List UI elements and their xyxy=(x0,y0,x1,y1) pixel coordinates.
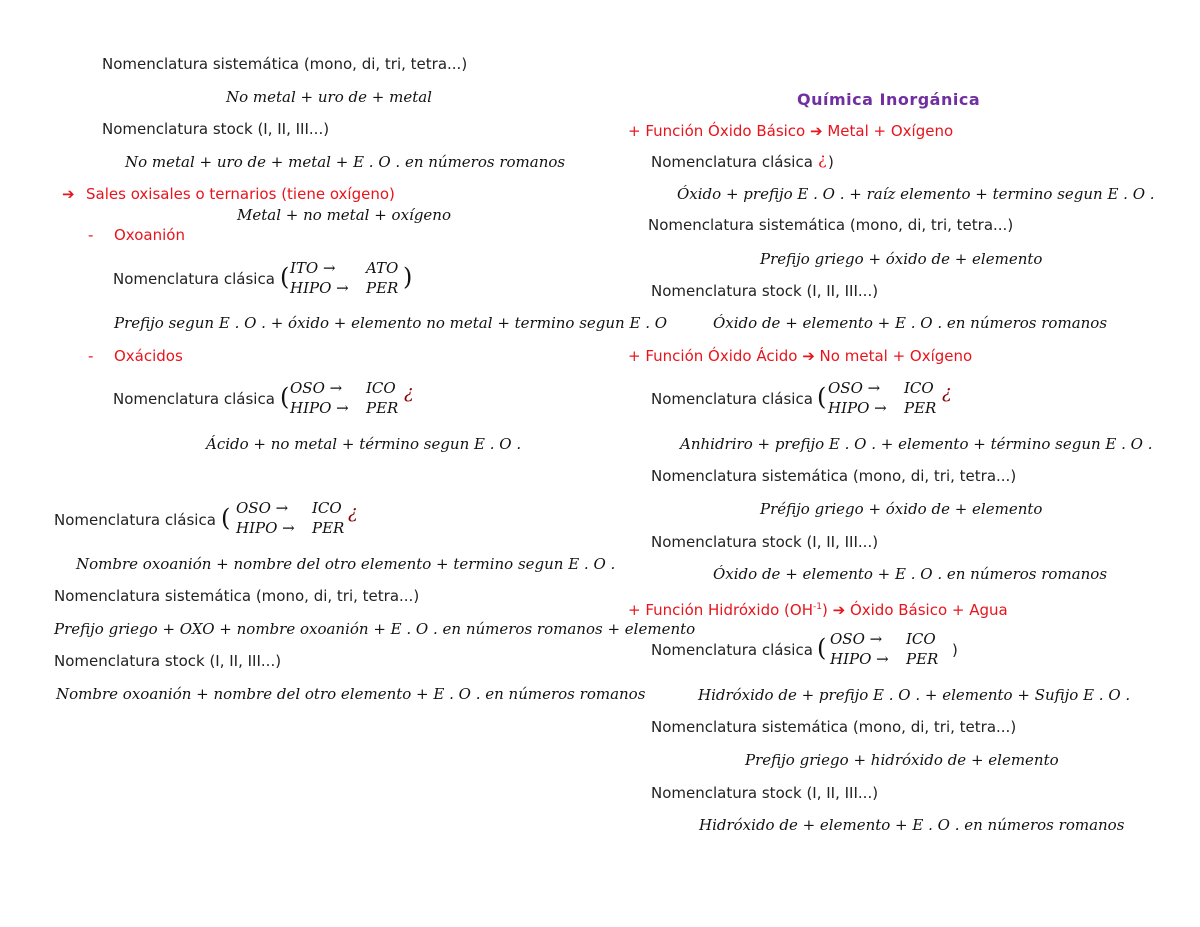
suffix-matrix xyxy=(828,378,936,418)
suffix-oso: OSO → xyxy=(236,499,289,517)
suffix-ico: ICO xyxy=(312,499,342,517)
prefix-hipo: HIPO → xyxy=(236,519,295,537)
inverted-question-mark: ¿ xyxy=(348,502,358,523)
close-paren: ) xyxy=(828,153,834,171)
suffix-ito: ITO → xyxy=(290,259,336,277)
formula-sal-clasica: Nombre oxoanión + nombre del otro elemento + termino segun E . O . xyxy=(76,555,616,573)
prefix-hipo: HIPO → xyxy=(290,399,349,417)
nomenclatura-clasica-label: Nomenclatura clásica xyxy=(54,511,216,529)
nomenclatura-clasica-label: Nomenclatura clásica xyxy=(113,270,275,288)
nomenclatura-stock-label: Nomenclatura stock (I, II, III...) xyxy=(102,120,330,138)
suffix-matrix xyxy=(236,498,344,538)
suffix-ico: ICO xyxy=(904,379,934,397)
suffix-oso: OSO → xyxy=(830,630,883,648)
open-paren: ( xyxy=(817,383,827,411)
prefix-per: PER xyxy=(904,399,937,417)
suffix-matrix xyxy=(290,378,398,418)
inverted-question-mark: ¿ xyxy=(818,149,827,168)
funcion-oxido-acido-heading: + Función Óxido Ácido ➔ No metal + Oxígeno xyxy=(628,347,973,365)
inverted-question-mark: ¿ xyxy=(404,382,414,403)
open-paren: ( xyxy=(280,383,290,411)
nomenclatura-sistematica-label: Nomenclatura sistemática (mono, di, tri, tetra...) xyxy=(651,467,1017,485)
hidroxido-title-b: ) ➔ Óxido Básico + Agua xyxy=(821,601,1008,619)
hidroxido-title-a: + Función Hidróxido (OH xyxy=(628,601,813,619)
suffix-oso: OSO → xyxy=(828,379,881,397)
formula-basico-sistematica: Prefijo griego + óxido de + elemento xyxy=(760,250,1043,268)
suffix-ato: ATO xyxy=(366,259,399,277)
formula-sal-stock: Nombre oxoanión + nombre del otro elemento + E . O . en números romanos xyxy=(56,685,646,703)
formula-sal-sistematica: Prefijo griego + OXO + nombre oxoanión + E . O . en números romanos + elemento xyxy=(54,620,696,638)
prefix-hipo: HIPO → xyxy=(290,279,349,297)
formula-hidroxido-stock: Hidróxido de + elemento + E . O . en números romanos xyxy=(699,816,1125,834)
nomenclatura-clasica-label: Nomenclatura clásica xyxy=(651,390,813,408)
oxacidos-heading: Oxácidos xyxy=(114,347,183,365)
close-paren: ) xyxy=(952,641,958,659)
nomenclatura-sistematica-label: Nomenclatura sistemática (mono, di, tri, tetra...) xyxy=(102,55,468,73)
formula-sistematica: No metal + uro de + metal xyxy=(226,88,432,106)
formula-hidroxido-clasica: Hidróxido de + prefijo E . O . + elemento + Sufijo E . O . xyxy=(698,686,1131,704)
sales-oxisales-heading: Sales oxisales o ternarios (tiene oxígeno) xyxy=(86,185,395,203)
formula-sales: Metal + no metal + oxígeno xyxy=(237,206,451,224)
suffix-ico: ICO xyxy=(906,630,936,648)
bullet-dash: - xyxy=(88,347,94,365)
arrow-icon: ➔ xyxy=(62,185,75,203)
nomenclatura-stock-label: Nomenclatura stock (I, II, III...) xyxy=(651,533,879,551)
nomenclatura-sistematica-label: Nomenclatura sistemática (mono, di, tri, tetra...) xyxy=(651,718,1017,736)
prefix-per: PER xyxy=(906,650,939,668)
suffix-matrix xyxy=(830,629,938,669)
formula-hidroxido-sistematica: Prefijo griego + hidróxido de + elemento xyxy=(745,751,1059,769)
bullet-dash: - xyxy=(88,226,94,244)
open-paren: ( xyxy=(817,634,827,662)
formula-basico-stock: Óxido de + elemento + E . O . en números romanos xyxy=(713,314,1108,332)
nomenclatura-stock-label: Nomenclatura stock (I, II, III...) xyxy=(54,652,282,670)
prefix-per: PER xyxy=(312,519,345,537)
formula-acido-stock: Óxido de + elemento + E . O . en números romanos xyxy=(713,565,1108,583)
formula-acido-sistematica: Préfijo griego + óxido de + elemento xyxy=(760,500,1043,518)
formula-oxoanion: Prefijo segun E . O . + óxido + elemento no metal + termino segun E . O xyxy=(114,314,668,332)
suffix-oso: OSO → xyxy=(290,379,343,397)
nomenclatura-stock-label: Nomenclatura stock (I, II, III...) xyxy=(651,784,879,802)
funcion-hidroxido-heading xyxy=(628,598,1008,619)
nomenclatura-clasica-label: Nomenclatura clásica xyxy=(113,390,275,408)
formula-basico-clasica: Óxido + prefijo E . O . + raíz elemento + termino segun E . O . xyxy=(677,185,1155,203)
prefix-hipo: HIPO → xyxy=(828,399,887,417)
page-title: Química Inorgánica xyxy=(797,90,981,109)
oxoanion-heading: Oxoanión xyxy=(114,226,185,244)
nomenclatura-stock-label: Nomenclatura stock (I, II, III...) xyxy=(651,282,879,300)
open-paren: ( xyxy=(280,263,290,291)
hidroxido-superscript: -1 xyxy=(813,602,822,612)
nomenclatura-sistematica-label: Nomenclatura sistemática (mono, di, tri, tetra...) xyxy=(648,216,1014,234)
close-paren: ) xyxy=(403,263,413,291)
formula-acido-clasica: Anhidriro + prefijo E . O . + elemento + término segun E . O . xyxy=(680,435,1153,453)
suffix-matrix xyxy=(290,258,398,298)
nomenclatura-sistematica-label: Nomenclatura sistemática (mono, di, tri, tetra...) xyxy=(54,587,420,605)
formula-stock: No metal + uro de + metal + E . O . en números romanos xyxy=(125,153,566,171)
open-paren: ( xyxy=(221,504,231,532)
formula-oxacidos: Ácido + no metal + término segun E . O . xyxy=(206,435,522,453)
funcion-oxido-basico-heading: + Función Óxido Básico ➔ Metal + Oxígeno xyxy=(628,122,954,140)
prefix-hipo: HIPO → xyxy=(830,650,889,668)
inverted-question-mark: ¿ xyxy=(942,382,952,403)
suffix-ico: ICO xyxy=(366,379,396,397)
prefix-per: PER xyxy=(366,399,399,417)
prefix-per: PER xyxy=(366,279,399,297)
nomenclatura-clasica-label: Nomenclatura clásica xyxy=(651,641,813,659)
nomenclatura-clasica-label: Nomenclatura clásica xyxy=(651,153,813,171)
